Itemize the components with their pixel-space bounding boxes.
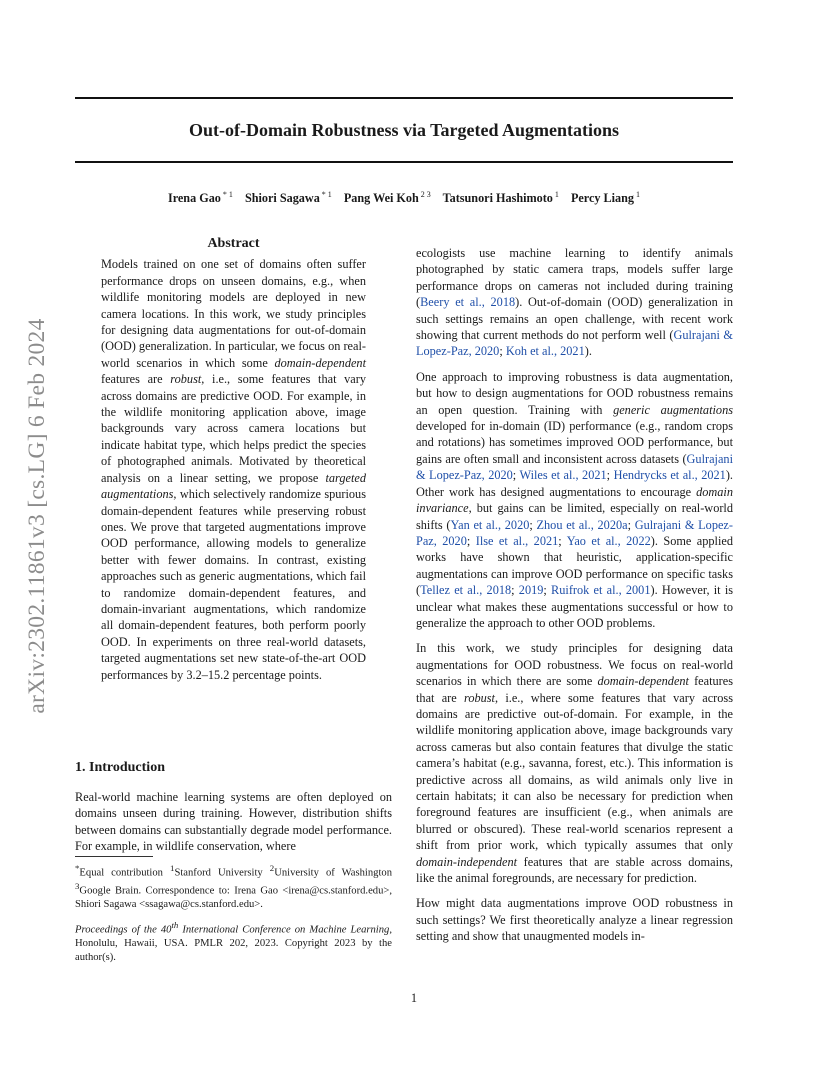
body-paragraph: How might data augmentations improve OOD robustness in such settings? We first theoretically analyze a linear regression setting and show that unaugmented models in- (416, 896, 733, 944)
text-run: ; (466, 533, 476, 548)
text-run: ; (511, 583, 519, 598)
text-run: Stanford University (174, 867, 270, 879)
text-emphasis: domain-dependent (274, 355, 366, 370)
page-number: 1 (410, 991, 418, 1005)
citation-link[interactable]: Tellez et al., 2018 (420, 583, 512, 598)
citation-link[interactable]: Ruifrok et al., 2001 (551, 583, 651, 598)
footnote-marker: 2 (269, 863, 275, 873)
text-run: ; (499, 344, 506, 359)
footnote-proceedings (75, 919, 392, 964)
author-affiliation: 1 (554, 190, 559, 199)
citation-link[interactable]: Gulrajani & Lopez-Paz, 2020 (416, 517, 733, 548)
body-paragraph (416, 640, 733, 886)
text-run: University of Washington (274, 867, 392, 879)
text-emphasis: Proceedings of the 40 (75, 924, 172, 936)
abstract-heading: Abstract (207, 236, 260, 251)
text-run: ; (627, 517, 635, 532)
left-column (75, 236, 392, 963)
arxiv-sidebar-id: arXiv:2302.11861v3 [cs.LG] 6 Feb 2024 (24, 318, 50, 714)
citation-link[interactable]: Zhou et al., 2020a (536, 517, 628, 532)
text-run: ). Other work has designed augmentations to encourage (416, 468, 733, 499)
text-run: , but gains can be limited, especially on real-world shifts ( (416, 501, 733, 532)
author-name: Shiori Sagawa (244, 191, 320, 206)
text-run: developed for in-domain (ID) performance (e.g., random crops and rotations) has sometimes improved OOD performance, but gains are often small and inconsistent across datasets ( (416, 419, 733, 466)
text-run: features that are stable across domains, like the animal foregrounds, are necessary for prediction. (416, 854, 733, 886)
text-run: ). Out-of-domain (OOD) generalization in such settings remains an open challenge, with recent work showing that current methods do not perform well ( (416, 295, 733, 343)
author-name: Pang Wei Koh (343, 191, 419, 206)
author-name: Irena Gao (167, 191, 221, 206)
footnote-affiliations (75, 862, 392, 911)
text-run: ; (558, 533, 567, 548)
text-run: , which selectively randomize spurious domain-dependent features while preserving robust ones. We prove that targeted augmentations improve OOD performance, allowing models to generalize better with fewer domains. In contrast, existing approaches such as generic augmentations, which fail to randomize domain-dependent features, and domain-invariant augmentations, which randomize all domain-dependent features, both perform poorly OOD. In experiments on three real-world datasets, targeted augmentations set new state-of-the-art OOD performances by 3.2–15.2 percentage points. (101, 487, 366, 682)
citation-link[interactable]: 2019 (518, 583, 544, 598)
citation-link[interactable]: Gulrajani & Lopez-Paz, 2020 (416, 328, 733, 359)
citation-link[interactable]: Beery et al., 2018 (420, 295, 516, 310)
text-run: features are (101, 372, 171, 387)
text-run: , i.e., where some features that vary across domains are predictive out-of-domain. For example, in the wildlife monitoring application above, image backgrounds vary across cameras but also contain features that divulge the static camera’s habitat (e.g., savanna, forest, etc.). This information is predictive across all domains, as wild animals only live in certain habitats; it can also be necessary for prediction when foreground features are insufficient (e.g., when animals are blurred or obscured). These real-world scenarios represent a shift from prior work, which typically assumes that only (416, 690, 733, 853)
citation-link[interactable]: Wiles et al., 2021 (519, 468, 607, 483)
text-run: ). However, it is unclear what makes these augmentations successful or how to generalize the approach to other OOD problems. (416, 583, 734, 630)
text-run: Google Brain. Correspondence to: Irena Gao <irena@cs.stanford.edu>, Shiori Sagawa <ssagawa@cs.stanford.edu>. (75, 885, 392, 910)
text-emphasis: generic augmentations (613, 402, 733, 417)
author-affiliation: * 1 (321, 190, 332, 199)
top-rule (75, 97, 733, 99)
text-run: , Honolulu, Hawaii, USA. PMLR 202, 2023. Copyright 2023 by the author(s). (75, 924, 392, 963)
author-list (75, 190, 733, 206)
abstract-text (101, 256, 366, 683)
text-emphasis: targeted augmentations (101, 470, 366, 502)
footnote-marker: * (75, 863, 80, 873)
text-run: ). (584, 344, 592, 359)
body-paragraph (416, 369, 733, 632)
author-affiliation: 1 (636, 190, 641, 199)
text-emphasis: domain-dependent (597, 674, 689, 689)
section-heading-introduction: 1. Introduction (75, 760, 165, 775)
text-run: Equal contribution (79, 867, 171, 879)
text-run: ; (512, 468, 520, 483)
citation-link[interactable]: Ilse et al., 2021 (475, 533, 559, 548)
footnotes (75, 862, 392, 964)
author-name: Tatsunori Hashimoto (442, 191, 553, 206)
footnote-rule (75, 856, 153, 857)
right-column (416, 245, 733, 945)
text-emphasis: th (171, 920, 179, 931)
text-run: Models trained on one set of domains often suffer performance drops on unseen domains, e.g., when wildlife monitoring models are deployed in new camera locations. In this work, we study principles for designing data augmentations for out-of-domain (OOD) generalization. In particular, we focus on real-world scenarios in which some (101, 257, 366, 370)
author-name: Percy Liang (570, 191, 635, 206)
text-run: ; (543, 583, 552, 598)
introduction-paragraph: Real-world machine learning systems are often deployed on domains unseen during training. However, distribution shifts between domains can substantially degrade model performance. For example, in wildlife conservation, where (75, 790, 392, 854)
citation-link[interactable]: Gulrajani & Lopez-Paz, 2020 (416, 451, 733, 483)
text-run: One approach to improving robustness is data augmentation, but how to design augmentations for OOD robustness remains an open question. Training with (416, 369, 733, 417)
text-emphasis: domain invariance (416, 484, 733, 516)
text-run: ; (606, 468, 614, 483)
text-run: ). Some applied works have shown that heuristic, application-specific augmentations can improve OOD performance on specific tasks ( (416, 533, 733, 598)
author-affiliation: 2 3 (420, 190, 431, 199)
text-run: ecologists use machine learning to identify animals photographed by static camera traps, models suffer large performance drops on cameras not included during training ( (416, 246, 733, 310)
citation-link[interactable]: Hendrycks et al., 2021 (613, 468, 726, 483)
text-emphasis: International Conference on Machine Learning (178, 924, 390, 936)
title-bottom-rule (75, 161, 733, 163)
paper-title: Out-of-Domain Robustness via Targeted Augmentations (188, 120, 620, 140)
author-affiliation: * 1 (222, 190, 233, 199)
text-run: ; (529, 517, 537, 532)
text-emphasis: robust (464, 690, 495, 705)
text-emphasis: robust (170, 372, 202, 387)
text-emphasis: domain-independent (416, 854, 518, 869)
footnote-marker: 3 (75, 880, 80, 891)
text-run: In this work, we study principles for designing data augmentations for OOD robustness. We focus on real-world scenarios in which there are some (416, 641, 733, 689)
body-paragraph (416, 245, 733, 360)
text-run: features that are (416, 674, 733, 705)
citation-link[interactable]: Yao et al., 2022 (566, 533, 651, 548)
citation-link[interactable]: Yan et al., 2020 (450, 517, 530, 532)
footnote-marker: 1 (170, 863, 175, 873)
text-run: , i.e., some features that vary across domains are predictive OOD. For example, in the wildlife monitoring application above, image backgrounds vary across camera locations but indicate habitat type, which helps predict the species of photographed animals. Motivated by theoretical analysis on a linear setting, we propose (101, 372, 367, 485)
citation-link[interactable]: Koh et al., 2021 (505, 344, 585, 359)
